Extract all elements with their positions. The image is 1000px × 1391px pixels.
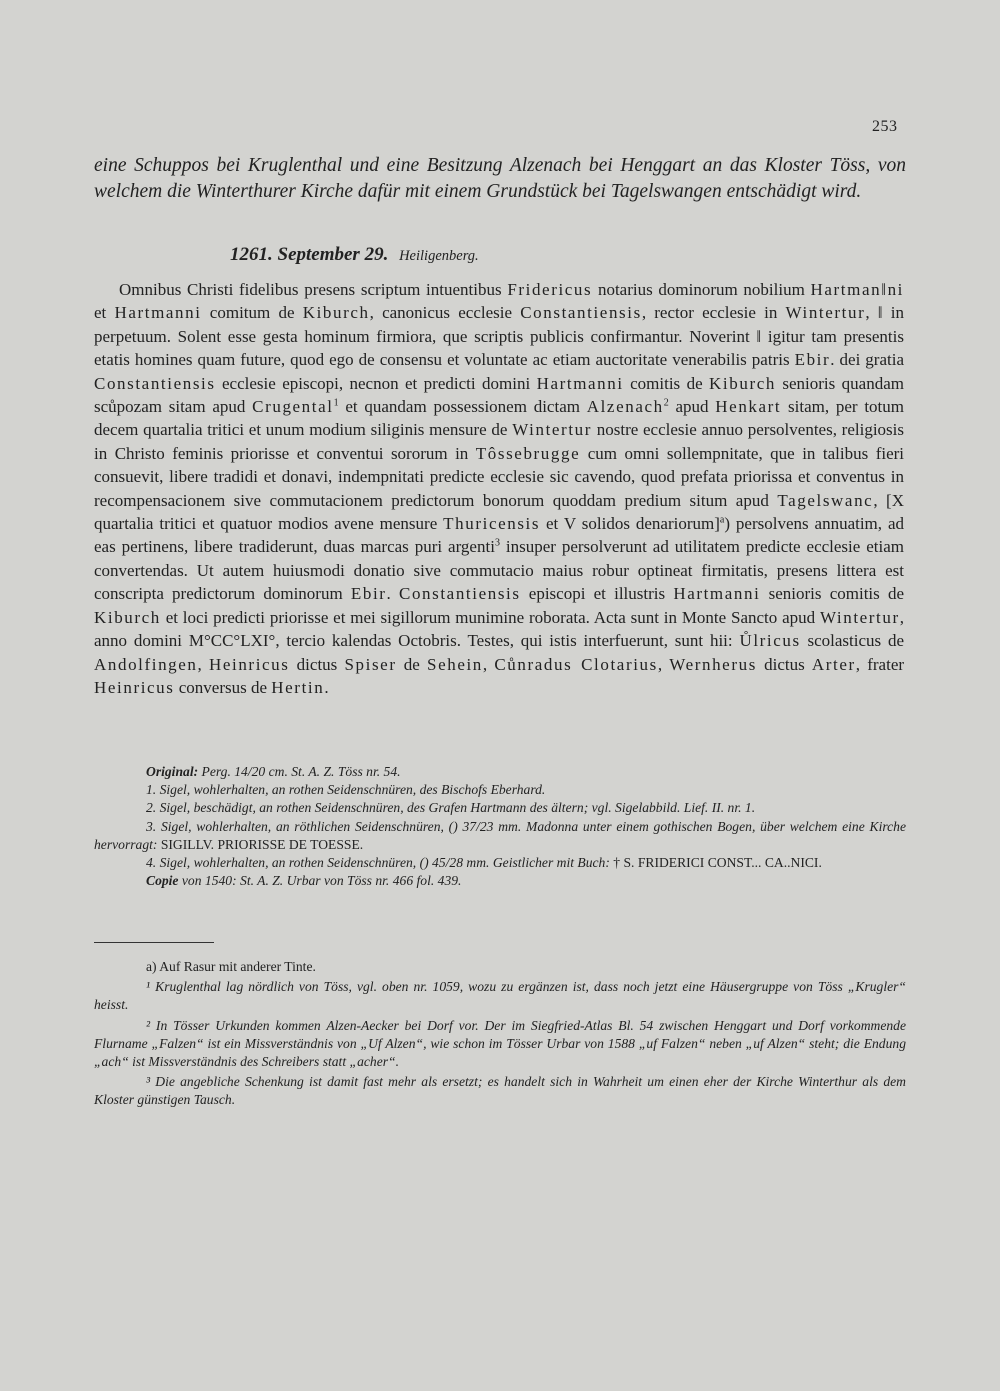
page-number: 253 <box>872 118 898 135</box>
original-text: Perg. 14/20 cm. St. A. Z. Töss nr. 54. <box>198 764 401 779</box>
text-run: notarius dominorum nobilium <box>592 280 811 299</box>
name-run: Hartman‖ni <box>810 280 904 299</box>
name-run: Andolfingen <box>94 654 198 674</box>
text-run: , anno domini M°CC°LXI°, tercio kalendas Octobris. Testes, qui istis interfuerunt, sunt hii: <box>94 607 904 651</box>
copie-note <box>94 872 906 890</box>
name-run: Wintertur <box>512 420 593 440</box>
text-run: et V solidos denariorum] <box>540 514 720 534</box>
footnote-a: a) Auf Rasur mit anderer Tinte. <box>146 959 316 974</box>
seal-note-3 <box>94 818 906 854</box>
text-run: scolasticus de <box>800 631 904 651</box>
text-run: de <box>396 654 428 674</box>
text-run: comitis de <box>623 373 710 393</box>
text-run: dictus <box>289 654 345 674</box>
footnote-ref: a <box>719 514 725 526</box>
name-run: Alzenach <box>586 397 664 417</box>
seal-note-4-text: 4. Sigel, wohlerhalten, an rothen Seidenschnüren, () 45/28 mm. Geistlicher mit Buch: <box>146 855 614 871</box>
footnote-2: ² In Tösser Urkunden kommen Alzen-Aecker bei Dorf vor. Der im Siegfried-Atlas Bl. 54 zwischen Henggart und Dorf vorkommende Flurname „Falzen“ ist ein Missverständnis von „Uf Alzen“, wie schon im Tösser Urbar von 1588 „uf Falzen“ neben „uf Alzen“ steht; die Endung „ach“ ist Missverständnis des Schreibers statt „acher“. <box>94 1017 906 1070</box>
text-run: conversus de <box>174 677 272 697</box>
original-label: Original: <box>146 764 199 779</box>
text-run: . <box>386 584 399 604</box>
text-run: . dei gratia <box>830 350 904 370</box>
name-run: Wernherus <box>669 654 757 674</box>
text-run: cum omni sollempnitate, que in talibus fieri consuevit, libere tradidi et donavi, indempnitati predicte ecclesie sic cavendo, quod prefata priorissa et conventus in recompensacionem sive commutacionem predictorum bonorum quoddam predium situm apud <box>94 443 905 510</box>
name-run: Wintertur <box>819 607 900 627</box>
critical-apparatus <box>94 763 906 890</box>
name-run: Constantiensis <box>94 373 216 393</box>
text-run: nostre ecclesie annuo persolventes, religiosis in Christo feminis priorisse et conventui sororum in <box>94 420 905 463</box>
name-run: Kiburch <box>302 303 370 323</box>
text-run: , <box>482 654 495 674</box>
name-run: Hartmanni <box>536 373 624 393</box>
text-run: ) persolvens annuatim, ad eas pertinens, libere tradiderunt, duas marcas puri argenti <box>94 514 904 557</box>
text-run: , <box>197 654 209 674</box>
date-place: Heiligenberg. <box>399 248 479 264</box>
copie-label: Copie <box>146 873 179 889</box>
name-run: Hartmanni <box>673 584 761 604</box>
original-note <box>94 763 906 781</box>
seal-note-1: 1. Sigel, wohlerhalten, an rothen Seidenschnüren, des Bischofs Eberhard. <box>146 782 546 798</box>
seal-note-3-text: 3. Sigel, wohlerhalten, an röthlichen Seidenschnüren, () 37/23 mm. Madonna unter einem gothischen Bogen, über welchem eine Kirche hervorragt: <box>94 818 906 852</box>
footnote-3: ³ Die angebliche Schenkung ist damit fast mehr als ersetzt; es handelt sich in Wahrheit um einen eher der Kirche Winterthur als dem Kloster günstigen Tausch. <box>94 1074 906 1108</box>
name-run: Cůnradus Clotarius <box>494 654 658 674</box>
charter-text <box>94 278 904 699</box>
seal-note-2: 2. Sigel, beschädigt, an rothen Seidenschnüren, des Grafen Hartmann des ältern; vgl. Sigelabbild. Lief. II. nr. 1. <box>146 800 756 816</box>
text-run: senioris quandam scůpozam sitam apud <box>94 373 904 417</box>
dateline <box>230 244 790 266</box>
name-run: Kiburch <box>94 607 161 627</box>
text-run: , canonicus ecclesie <box>369 303 521 323</box>
text-run: apud <box>668 397 716 417</box>
name-run: Heinricus <box>208 654 290 674</box>
date-year: 1261. <box>230 244 273 265</box>
text-run: Omnibus Christi fidelibus presens scriptum intuentibus <box>119 280 508 299</box>
name-run: Hertin <box>271 677 325 697</box>
name-run: Spiser <box>344 654 397 674</box>
footnote-ref: 3 <box>494 537 500 549</box>
text-run: et <box>94 303 115 323</box>
name-run: Sehein <box>427 654 483 674</box>
seal-legend-4: † S. FRIDERICI CONST... CA..NICI. <box>613 855 822 871</box>
name-run: Ůlricus <box>739 631 801 651</box>
name-run: Thuricensis <box>443 514 541 534</box>
name-run: Ebir <box>794 350 831 370</box>
text-run: sitam, per totum decem quartalia tritici et unum modium siliginis mensure de <box>94 397 904 440</box>
text-run: dictus <box>756 654 812 674</box>
text-run: . <box>324 677 329 697</box>
copie-text: von 1540: St. A. Z. Urbar von Töss nr. 466 fol. 439. <box>178 873 462 889</box>
text-run: , [X quartalia tritici et quatuor modios avene mensure <box>94 490 904 534</box>
name-run: Heinricus <box>94 677 175 697</box>
name-run: Constantiensis <box>399 584 521 604</box>
regest-summary: eine Schuppos bei Kruglenthal und eine Besitzung Alzenach bei Henggart an das Kloster Töss, von welchem die Winterthurer Kirche dafür mit einem Grundstück bei Tagelswangen entschädigt wird. <box>94 155 906 202</box>
text-run: et quandam possessionem dictam <box>338 397 587 417</box>
footnotes <box>94 958 906 1112</box>
text-run: episcopi et illustris <box>520 584 674 604</box>
footnote-1: ¹ Kruglenthal lag nördlich von Töss, vgl. oben nr. 1059, wozu zu ergänzen ist, dass noch jetzt eine Häusergruppe von Töss „Krugler“ heisst. <box>94 979 906 1013</box>
text-run: ecclesie episcopi, necnon et predicti domini <box>215 373 537 393</box>
name-run: Wintertur <box>785 303 866 323</box>
footnote-ref: 2 <box>663 397 669 409</box>
text-run: , <box>657 654 670 674</box>
footnote-ref: 1 <box>333 397 339 409</box>
name-run: Ebir <box>350 584 387 604</box>
name-run: Constantiensis <box>520 303 642 323</box>
text-run: insuper persolverunt ad utilitatem predicte ecclesie etiam convertendas. Ut autem huiusmodi donatio sive commutacio maius robur optineat firmitatis, presens littera est conscripta predictorum dominorum <box>94 537 905 604</box>
seal-note-4 <box>94 854 906 872</box>
name-run: Kiburch <box>709 373 776 393</box>
name-run: Crugental <box>252 397 334 417</box>
name-run: Hartmanni <box>114 303 202 323</box>
text-run: , ‖ in perpetuum. Solent esse gesta hominum firmiora, que scriptis publicis confirmantur. Noverint ‖ igitur tam presentis etatis homines quam future, quod ego de consensu et voluntate ac etiam auctoritate venerabilis patris <box>94 303 904 370</box>
text-run: comitum de <box>201 303 303 323</box>
seal-legend-3: SIGILLV. PRIORISSE DE TOESSE. <box>160 836 364 852</box>
name-run: Tôssebrugge <box>475 443 581 463</box>
name-run: Tagelswanc <box>777 490 874 510</box>
name-run: Henkart <box>715 397 782 417</box>
footnote-divider <box>94 942 214 943</box>
text-run: senioris comitis de <box>760 584 905 604</box>
text-run: et loci predicti priorisse et mei sigillorum munimine roborata. Acta sunt in Monte Sancto apud <box>160 607 820 627</box>
text-run: , frater <box>855 654 905 674</box>
text-run: , rector ecclesie in <box>641 303 786 323</box>
date-day: September 29. <box>277 244 389 265</box>
name-run: Fridericus <box>507 280 593 299</box>
name-run: Arter <box>811 654 856 674</box>
